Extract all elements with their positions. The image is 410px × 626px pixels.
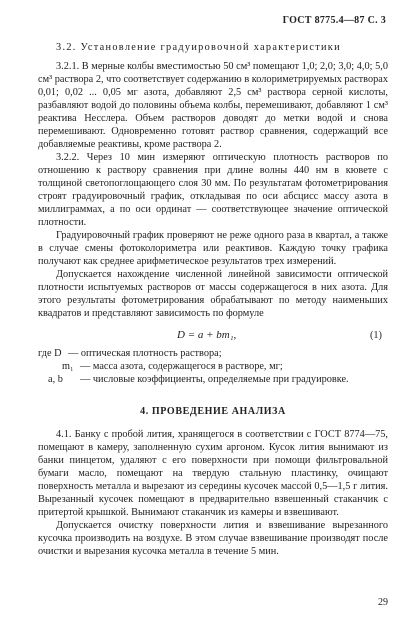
- paragraph-graph-check: Градуировочный график проверяют не реже одного раза в квартал, а также в случае смены фотоколориметра или реактивов. Каждую точку графика получают как среднее арифметическое результатов трех измерений.: [38, 230, 388, 267]
- formula-definitions: [38, 347, 388, 386]
- page-header: ГОСТ 8775.4—87 С. 3: [282, 15, 386, 26]
- formula-1: [38, 327, 388, 343]
- definition-row: [38, 360, 388, 373]
- formula-number: (1): [369, 330, 382, 341]
- page-number: 29: [378, 597, 388, 608]
- paragraph-weighing: Допускается очистку поверхности лития и взвешивание вырезанного кусочка производить на воздухе. В этом случае взвешивание производят после очистки и вырезания кусочка металла в течение 5 мин.: [38, 520, 388, 557]
- definition-row: [38, 373, 388, 386]
- paragraph-3-2-2: 3.2.2. Через 10 мин измеряют оптическую плотность растворов по отношению к раствору сравнения при длине волны 440 нм в кювете с толщиной светопоглощающего слоя 30 мм. По результатам фотометрирования строят градуировочный график, откладывая по оси абсцисс массу азота в миллиграммах, а по оси ординат — соответствующее значение оптической плотности.: [38, 152, 388, 228]
- definition-text: — оптическая плотность раствора;: [68, 348, 222, 359]
- paragraph-4-1: 4.1. Банку с пробой лития, хранящегося в соответствии с ГОСТ 8774—75, помещают в камеру, заполненную сухим аргоном. Кусок лития вынимают из банки пинцетом, удаляют с его поверхности при помощи фильтровальной бумаги масло, помещают на твердую стальную пластинку, очищают поверхность металла и вырезают из середины кусочек массой 0,5—1,5 г лития. Вырезанный кусочек помещают в предварительно взвешенный стаканчик с притертой крышкой. Вынимают стаканчик из камеры и взвешивают.: [38, 429, 388, 518]
- definition-symbol: a, b: [48, 374, 63, 385]
- formula-expression: D = a + bm₁,: [177, 329, 237, 341]
- definition-text: — масса азота, содержащегося в растворе, мг;: [80, 361, 283, 372]
- definition-row: [38, 347, 388, 360]
- definition-text: — числовые коэффициенты, определяемые при градуировке.: [80, 374, 349, 385]
- paragraph-linear-dependence: Допускается нахождение численной линейной зависимости оптической плотности испытуемых растворов от массы содержащегося в них азота. Для этого результаты фотометрирования обрабатывают по методу наименьших квадратов и представляют зависимость по формуле: [38, 269, 388, 319]
- section-4-heading: 4. ПРОВЕДЕНИЕ АНАЛИЗА: [140, 406, 286, 417]
- section-3-2-title: 3.2. Установление градуировочной характеристики: [56, 42, 341, 53]
- definition-symbol: где D: [38, 348, 62, 359]
- paragraph-3-2-1: 3.2.1. В мерные колбы вместимостью 50 см³ помещают 1,0; 2,0; 3,0; 4,0; 5,0 см³ раствора 2, что соответствует содержанию в колориметрируемых растворах 0,01; 0,02 ... 0,05 мг азота, добавляют 2,5 см³ раствора серной кислоты, разбавляют водой до половины объема колбы, перемешивают, добавляют 1 см³ реактива Несслера. Объем растворов доводят до метки водой и снова перемешивают. Одновременно готовят раствор сравнения, содержащий все добавляемые реактивы, кроме раствора 2.: [38, 61, 388, 150]
- definition-symbol: m₁: [62, 361, 74, 372]
